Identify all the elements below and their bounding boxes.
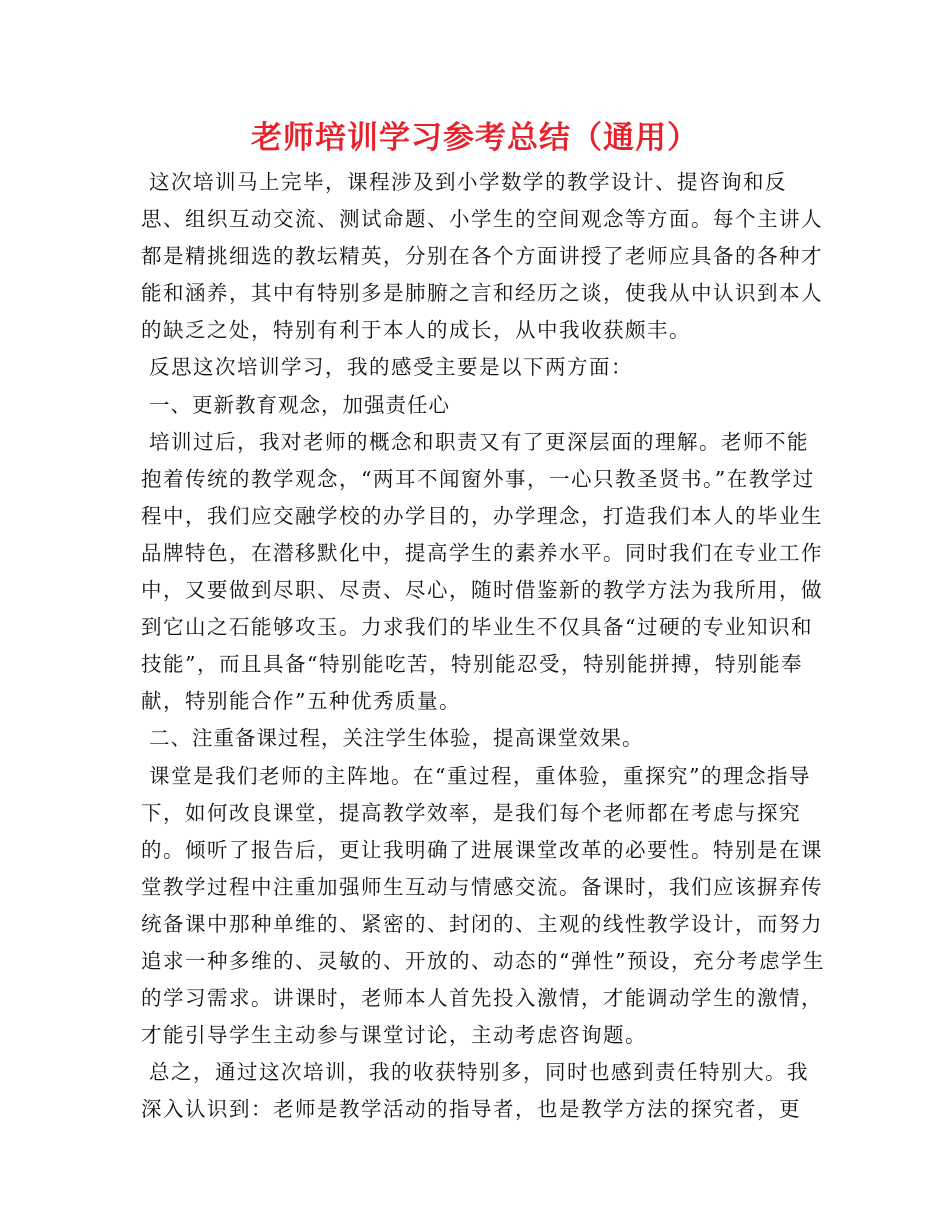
paragraph-section-1: 培训过后，我对老师的概念和职责又有了更深层面的理解。老师不能抱着传统的教学观念，“两耳不闻窗外事，一心只教圣贤书。”在教学过程中，我们应交融学校的办学目的，办学理念，打造我们本人的毕业生品牌特色，在潜移默化中，提高学生的素养水平。同时我们在专业工作中，又要做到尽职、尽责、尽心，随时借鉴新的教学方法为我所用，做到它山之石能够攻玉。力求我们的毕业生不仅具备“过硬的专业知识和技能”，而且具备“特别能吃苦，特别能忍受，特别能拼搏，特别能奉献，特别能合作”五种优秀质量。 xyxy=(141,429,823,714)
document-body xyxy=(141,164,825,1128)
document-title: 老师培训学习参考总结（通用） xyxy=(251,120,699,156)
paragraph-section-2: 课堂是我们老师的主阵地。在“重过程，重体验，重探究”的理念指导下，如何改良课堂，提高教学效率，是我们每个老师都在考虑与探究的。倾听了报告后，更让我明确了进展课堂改革的必要性。特别是在课堂教学过程中注重加强师生互动与情感交流。备课时，我们应该摒弃传统备课中那种单维的、紧密的、封闭的、主观的线性教学设计，而努力追求一种多维的、灵敏的、开放的、动态的“弹性”预设，充分考虑学生的学习需求。讲课时，老师本人首先投入激情，才能调动学生的激情，才能引导学生主动参与课堂讨论，主动考虑咨询题。 xyxy=(141,763,825,1048)
section-heading-2: 二、注重备课过程，关注学生体验，提高课堂效果。 xyxy=(149,726,644,751)
section-heading-1: 一、更新教育观念，加强责任心 xyxy=(149,392,450,417)
paragraph-intro: 这次培训马上完毕，课程涉及到小学数学的教学设计、提咨询和反思、组织互动交流、测试命题、小学生的空间观念等方面。每个主讲人都是精挑细选的教坛精英，分别在各个方面讲授了老师应具备的各种才能和涵养，其中有特别多是肺腑之言和经历之谈，使我从中认识到本人的缺乏之处，特别有利于本人的成长，从中我收获颇丰。 xyxy=(141,170,823,343)
paragraph-conclusion: 总之，通过这次培训，我的收获特别多，同时也感到责任特别大。我深入认识到：老师是教学活动的指导者，也是教学方法的探究者，更 xyxy=(141,1060,809,1122)
paragraph-reflection: 反思这次培训学习，我的感受主要是以下两方面： xyxy=(149,355,633,380)
